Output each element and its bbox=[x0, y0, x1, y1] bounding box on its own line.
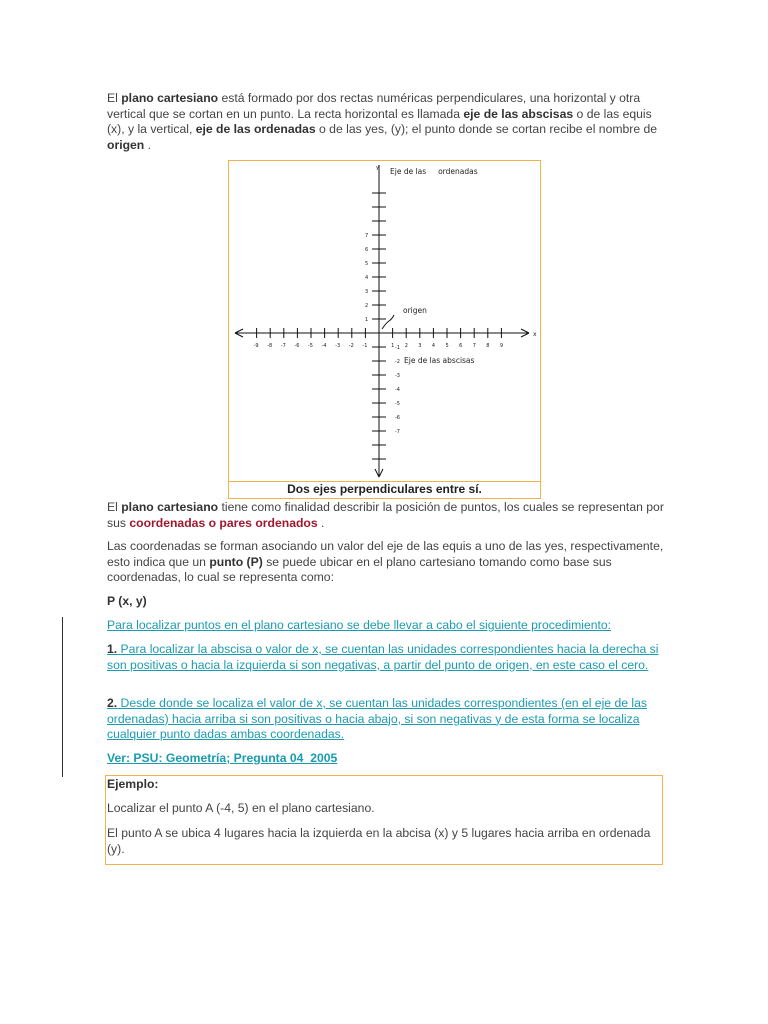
term-plano-cartesiano: plano cartesiano bbox=[121, 91, 219, 105]
figure-caption: Dos ejes perpendiculares entre sí. bbox=[229, 481, 540, 498]
example-box bbox=[105, 775, 663, 865]
intro-text: El bbox=[107, 91, 122, 105]
x-tick-label: 1 bbox=[391, 343, 395, 349]
x-axis-label: Eje de las abscisas bbox=[404, 356, 475, 365]
step-1 bbox=[107, 642, 667, 673]
y-tick-label: -7 bbox=[395, 429, 400, 435]
x-tick-label: -9 bbox=[253, 343, 259, 349]
margin-line bbox=[62, 617, 63, 777]
term-eje-abscisas: eje de las abscisas bbox=[463, 106, 574, 121]
cartesian-figure bbox=[228, 160, 541, 499]
intro-paragraph bbox=[107, 91, 667, 153]
point-notation: P (x, y) bbox=[107, 594, 147, 608]
y-tick-label: -5 bbox=[395, 401, 400, 407]
body-text: El bbox=[107, 500, 122, 514]
y-tick-label: -2 bbox=[395, 359, 400, 365]
body-text: Las coordenadas se forman asociando un valor del eje de las equis a uno de las yes, respectivamente, esto indica que un bbox=[107, 539, 664, 569]
intro-text: está formado por dos rectas numéricas perpendiculares, una horizontal y otra vertical que se cortan en un punto. La recta horizontal es llamada bbox=[107, 91, 641, 121]
x-tick-label: 3 bbox=[418, 343, 422, 349]
example-line-1: Localizar el punto A (-4, 5) en el plano cartesiano. bbox=[107, 801, 375, 815]
purpose-paragraph bbox=[107, 500, 667, 531]
step-1-number: 1. bbox=[107, 642, 118, 656]
x-tick-label: 6 bbox=[459, 343, 463, 349]
x-tick-label: -2 bbox=[348, 343, 354, 349]
step-2-text: Desde donde se localiza el valor de x, se cuentan las unidades correspondientes (en el eje de las ordenadas) hacia arriba si son positivas o hacia abajo, si son negativas y de esta forma se localiza cualquier punto dadas ambas coordenadas. bbox=[107, 696, 647, 741]
term-eje-ordenadas: eje de las ordenadas bbox=[195, 122, 316, 136]
cartesian-plane-diagram bbox=[229, 161, 540, 483]
y-tick-label: 1 bbox=[365, 317, 369, 323]
x-tick-label: 4 bbox=[431, 343, 436, 349]
y-tick-label: 2 bbox=[365, 303, 369, 309]
y-tick-label: -6 bbox=[395, 415, 400, 421]
step-1-text: Para localizar la abscisa o valor de x, se cuentan las unidades correspondientes hacia la derecha si son positivas o hacia la izquierda si son negativas, a partir del punto de origen, en este caso el cero. bbox=[107, 642, 659, 672]
y-tick-label: 3 bbox=[365, 289, 369, 295]
y-tick-label: -4 bbox=[395, 387, 400, 393]
x-tick-label: -7 bbox=[280, 343, 286, 349]
origin-label: origen bbox=[403, 306, 427, 315]
x-tick-label: -1 bbox=[362, 343, 368, 349]
x-tick-label: 2 bbox=[404, 343, 408, 349]
body-text: tiene como finalidad describir la posición de puntos, los cuales se representan por sus bbox=[107, 500, 664, 530]
y-axis-label: Eje de las ordenadas bbox=[390, 167, 478, 176]
intro-text: . bbox=[144, 137, 152, 152]
intro-text: o de las yes, (y); el punto donde se cortan recibe el nombre de bbox=[315, 122, 658, 136]
procedure-intro bbox=[107, 618, 667, 634]
x-tick-label: -5 bbox=[308, 343, 313, 349]
y-tick-label: 6 bbox=[365, 247, 369, 253]
origin-arrow bbox=[382, 315, 394, 329]
coordinates-paragraph bbox=[107, 539, 667, 586]
y-tick-label: 7 bbox=[365, 233, 369, 239]
step-2 bbox=[107, 696, 667, 743]
y-tick-label: 5 bbox=[365, 261, 369, 267]
y-tick-label: -3 bbox=[395, 373, 400, 379]
see-reference bbox=[107, 751, 667, 767]
intro-text: o de las equis (x), y la vertical, bbox=[107, 106, 652, 136]
step-1-link[interactable] bbox=[107, 642, 658, 672]
body-text: . bbox=[317, 515, 325, 530]
x-tick-label: 9 bbox=[499, 343, 504, 349]
y-tick-label: 4 bbox=[365, 275, 369, 281]
term-punto: punto (P) bbox=[209, 554, 263, 569]
x-tick-label: 8 bbox=[486, 343, 490, 349]
example-line-2: El punto A se ubica 4 lugares hacia la izquierda en la abcisa (x) y 5 lugares hacia arriba en ordenada (y). bbox=[107, 826, 651, 856]
term-coordenadas: coordenadas o pares ordenados bbox=[129, 515, 318, 530]
x-tick-label: -8 bbox=[267, 343, 273, 349]
y-tick-label: -1 bbox=[395, 345, 400, 351]
psu-geometry-link[interactable]: Ver: PSU: Geometría; Pregunta 04_2005 bbox=[107, 751, 338, 765]
term-origen: origen bbox=[107, 137, 145, 152]
x-tick-label: 5 bbox=[445, 343, 449, 349]
step-2-number: 2. bbox=[107, 696, 118, 710]
body-text: se puede ubicar en el plano cartesiano tomando como base sus coordenadas, lo cual se representa como: bbox=[107, 554, 612, 584]
step-2-link[interactable] bbox=[107, 696, 647, 741]
x-tick-label: -6 bbox=[294, 343, 300, 349]
x-axis-letter: x bbox=[533, 331, 537, 338]
y-axis-letter: y bbox=[376, 165, 379, 171]
x-tick-label: 7 bbox=[472, 343, 476, 349]
procedure-intro-link[interactable]: Para localizar puntos en el plano cartesiano se debe llevar a cabo el siguiente procedimiento: bbox=[107, 618, 612, 632]
x-tick-label: -4 bbox=[321, 343, 327, 349]
x-tick-label: -3 bbox=[335, 343, 341, 349]
example-title: Ejemplo: bbox=[107, 777, 159, 791]
term-plano-cartesiano: plano cartesiano bbox=[121, 500, 219, 514]
